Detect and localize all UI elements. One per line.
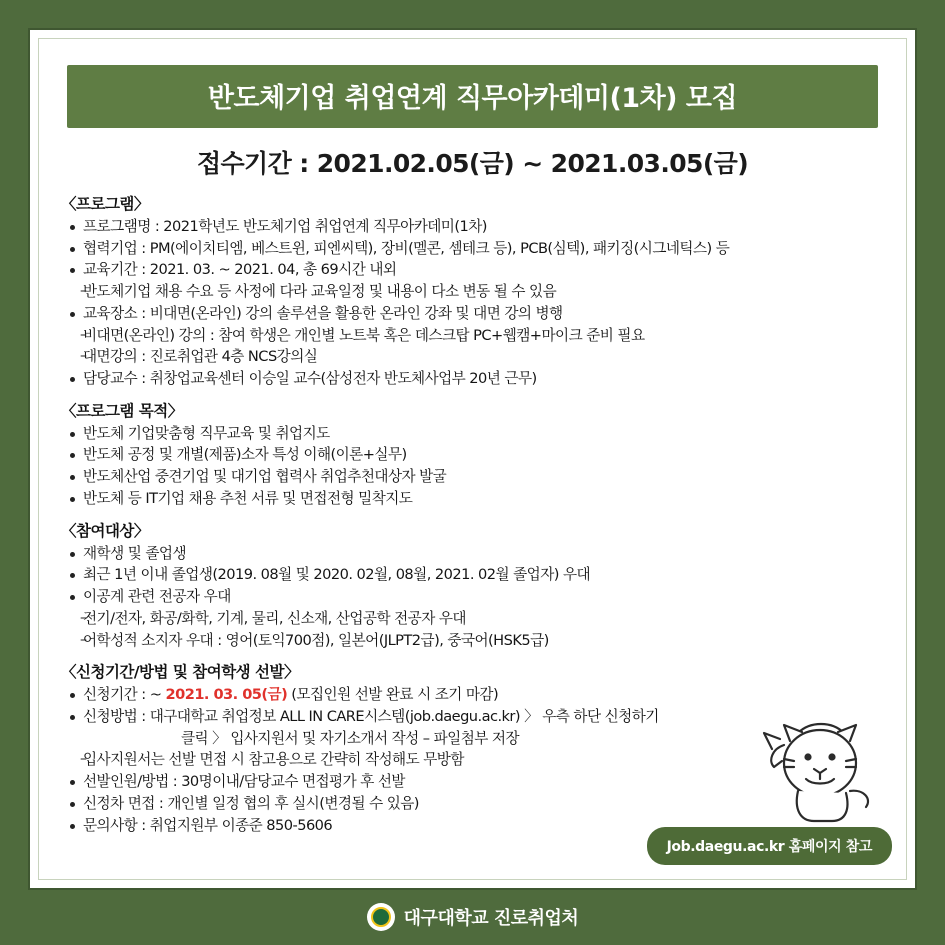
list-item: 선발인원/방법 : 30명이내/담당교수 면접평가 후 선발 (61, 772, 884, 793)
list-subitem: – 대면강의 : 진로취업관 4층 NCS강의실 (61, 347, 884, 368)
list-item: 담당교수 : 취창업교육센터 이승일 교수(삼성전자 반도체사업부 20년 근무) (61, 369, 884, 390)
section-heading: 〈참여대상〉 (61, 521, 149, 540)
list-item: 신정차 면접 : 개인별 일정 협의 후 실시(변경될 수 있음) (61, 794, 884, 815)
section-list (61, 424, 884, 510)
section-list (61, 217, 884, 390)
list-item: 신청방법 : 대구대학교 취업정보 ALL IN CARE시스템(job.daegu.ac.kr) 〉 우측 하단 신청하기 (61, 707, 884, 728)
list-item: 교육기간 : 2021. 03. ~ 2021. 04, 총 69시간 내외 (61, 260, 884, 281)
section-program (61, 192, 884, 390)
list-item-deadline (61, 685, 884, 706)
deadline-suffix: (모집인원 선발 완료 시 조기 마감) (287, 686, 499, 704)
list-subitem: – 어학성적 소지자 우대 : 영어(토익700점), 일본어(JLPT2급), 중국어(HSK5급) (61, 631, 884, 652)
list-subitem: – 반도체기업 채용 수요 등 사정에 다라 교육일정 및 내용이 다소 변동 될 수 있음 (61, 282, 884, 303)
list-subitem: – 비대면(온라인) 강의 : 참여 학생은 개인별 노트북 혹은 데스크탑 PC+웹캠+마이크 준비 필요 (61, 326, 884, 347)
list-item: 반도체 기업맞춤형 직무교육 및 취업지도 (61, 424, 884, 445)
footer-label: 대구대학교 진로취업처 (403, 908, 579, 929)
list-subitem: 클릭 〉 입사지원서 및 자기소개서 작성 – 파일첨부 저장 (181, 729, 520, 747)
poster-card (28, 28, 917, 890)
list-subitem: – 입사지원서는 선발 면접 시 참고용으로 간략히 작성해도 무방함 (61, 750, 884, 771)
list-subitem: – 전기/전자, 화공/화학, 기계, 물리, 신소재, 산업공학 전공자 우대 (61, 609, 884, 630)
mascot-tiger-icon (754, 705, 884, 825)
section-list (61, 544, 884, 652)
list-item: 문의사항 : 취업지원부 이종준 850-5606 (61, 816, 884, 837)
section-heading: 〈프로그램〉 (61, 195, 149, 213)
deadline-date: 2021. 03. 05(금) (165, 686, 288, 704)
list-item: 반도체 등 IT기업 채용 추천 서류 및 면접전형 밀착지도 (61, 489, 884, 510)
list-item: 프로그램명 : 2021학년도 반도체기업 취업연계 직무아카데미(1차) (61, 217, 884, 238)
status-badge: Job.daegu.ac.kr 홈페이지 참고 (647, 827, 892, 865)
list-item: 이공계 관련 전공자 우대 (61, 587, 884, 608)
university-logo-icon (367, 903, 395, 931)
section-heading: 〈신청기간/방법 및 참여학생 선발〉 (61, 663, 299, 682)
list-item: 최근 1년 이내 졸업생(2019. 08월 및 2020. 02월, 08월, 2021. 02월 졸업자) 우대 (61, 565, 884, 586)
deadline-prefix: 신청기간 : ~ (83, 686, 166, 704)
section-heading: 〈프로그램 목적〉 (61, 401, 183, 420)
list-item: 교육장소 : 비대면(온라인) 강의 솔루션을 활용한 온라인 강좌 및 대면 강의 병행 (61, 304, 884, 325)
section-program-purpose (61, 399, 884, 510)
page-title: 반도체기업 취업연계 직무아카데미(1차) 모집 (67, 65, 878, 128)
list-item: 재학생 및 졸업생 (61, 544, 884, 565)
section-eligibility (61, 519, 884, 652)
poster-inner-frame (38, 38, 907, 880)
footer (0, 899, 945, 935)
list-item: 반도체 공정 및 개별(제품)소자 특성 이해(이론+실무) (61, 445, 884, 466)
list-item: 협력기업 : PM(에이치티엠, 베스트윈, 피엔씨텍), 장비(멜콘, 셈테크 등), PCB(심텍), 패키징(시그네틱스) 등 (61, 239, 884, 260)
application-period-subtitle: 접수기간 : 2021.02.05(금) ~ 2021.03.05(금) (196, 149, 749, 178)
list-item: 반도체산업 중견기업 및 대기업 협력사 취업추천대상자 발굴 (61, 467, 884, 488)
